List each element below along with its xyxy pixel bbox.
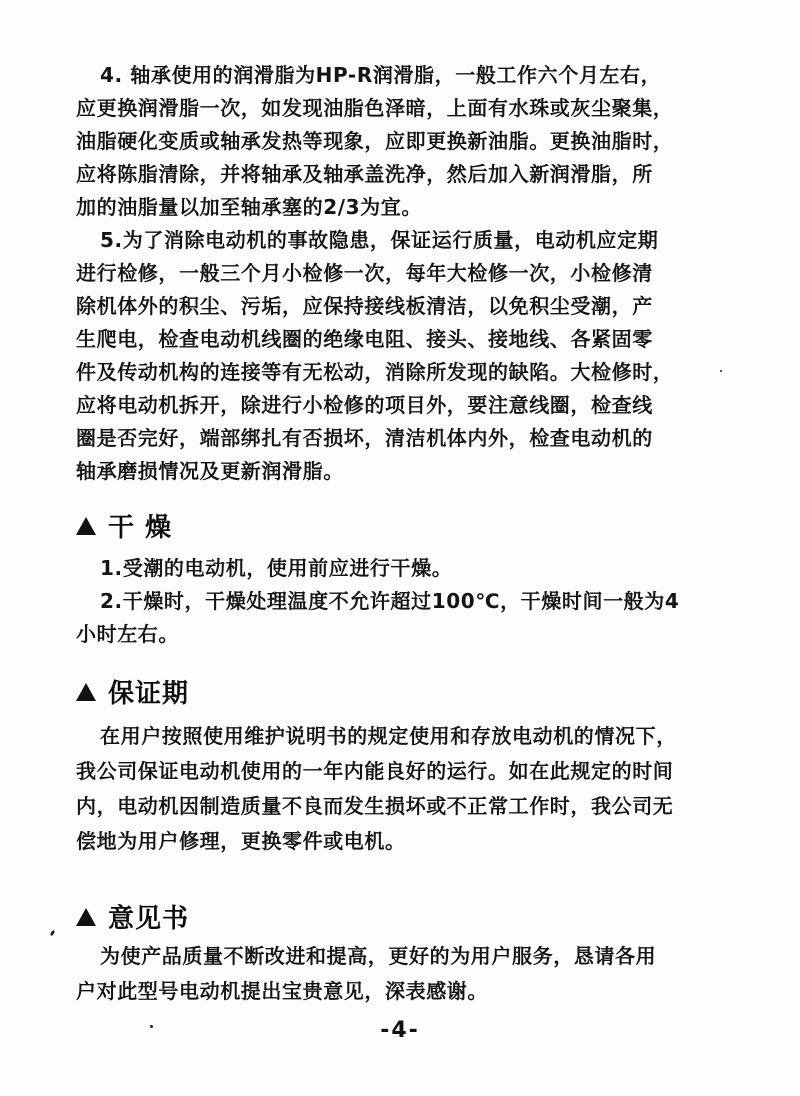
bearing-line-3: 油脂硬化变质或轴承发热等现象，应即更换新油脂。更换油脂时， bbox=[76, 129, 674, 153]
triangle-bullet-icon bbox=[76, 683, 96, 701]
maintenance-line-7: 圈是否完好，端部绑扎有否损坏，清洁机体内外，检查电动机的 bbox=[76, 426, 653, 450]
warranty-heading bbox=[76, 678, 189, 710]
feedback-heading-text: 意见书 bbox=[108, 904, 190, 934]
maintenance-line-2: 进行检修，一般三个月小检修一次，每年大检修一次，小检修清 bbox=[76, 261, 653, 285]
bearing-line-5: 加的油脂量以加至轴承塞的2/3为宜。 bbox=[76, 195, 422, 219]
warranty-line-3: 内，电动机因制造质量不良而发生损坏或不正常工作时，我公司无 bbox=[76, 794, 674, 818]
maintenance-line-4: 生爬电，检查电动机线圈的绝缘电阻、接头、接地线、各紧固零 bbox=[76, 327, 653, 351]
scan-speck bbox=[150, 1025, 153, 1028]
feedback-heading bbox=[76, 903, 189, 935]
drying-line-2: 2.干燥时，干燥处理温度不允许超过100℃，干燥时间一般为4 bbox=[100, 589, 680, 613]
drying-heading-text: 干 燥 bbox=[108, 513, 173, 543]
triangle-bullet-icon bbox=[76, 908, 96, 926]
warranty-line-2: 我公司保证电动机使用的一年内能良好的运行。如在此规定的时间 bbox=[76, 759, 674, 783]
drying-heading bbox=[76, 512, 172, 544]
drying-line-3: 小时左右。 bbox=[76, 622, 179, 646]
triangle-bullet-icon bbox=[76, 517, 96, 535]
warranty-heading-text: 保证期 bbox=[108, 679, 190, 709]
warranty-line-1: 在用户按照使用维护说明书的规定使用和存放电动机的情况下， bbox=[100, 724, 677, 748]
bearing-line-4: 应将陈脂清除，并将轴承及轴承盖洗净，然后加入新润滑脂，所 bbox=[76, 162, 653, 186]
feedback-line-2: 户对此型号电动机提出宝贵意见，深表感谢。 bbox=[76, 979, 488, 1003]
maintenance-line-3: 除机体外的积尘、污垢，应保持接线板清洁，以免积尘受潮，产 bbox=[76, 294, 653, 318]
page-number: -4- bbox=[380, 1018, 420, 1043]
maintenance-line-6: 应将电动机拆开，除进行小检修的项目外，要注意线圈，检查线 bbox=[76, 393, 653, 417]
maintenance-line-5: 件及传动机构的连接等有无松动，消除所发现的缺陷。大检修时， bbox=[76, 360, 674, 384]
drying-line-1: 1.受潮的电动机，使用前应进行干燥。 bbox=[100, 556, 453, 580]
maintenance-line-1: 5.为了消除电动机的事故隐患，保证运行质量，电动机应定期 bbox=[100, 228, 659, 252]
bearing-line-2: 应更换润滑脂一次，如发现油脂色泽暗，上面有水珠或灰尘聚集， bbox=[76, 96, 674, 120]
warranty-line-4: 偿地为用户修理，更换零件或电机。 bbox=[76, 829, 406, 853]
scan-speck bbox=[50, 930, 56, 937]
scan-speck bbox=[720, 370, 722, 372]
bearing-line-1: 4. 轴承使用的润滑脂为HP-R润滑脂，一般工作六个月左右， bbox=[100, 63, 662, 87]
maintenance-line-8: 轴承磨损情况及更新润滑脂。 bbox=[76, 459, 344, 483]
feedback-line-1: 为使产品质量不断改进和提高，更好的为用户服务，恳请各用 bbox=[100, 944, 657, 968]
